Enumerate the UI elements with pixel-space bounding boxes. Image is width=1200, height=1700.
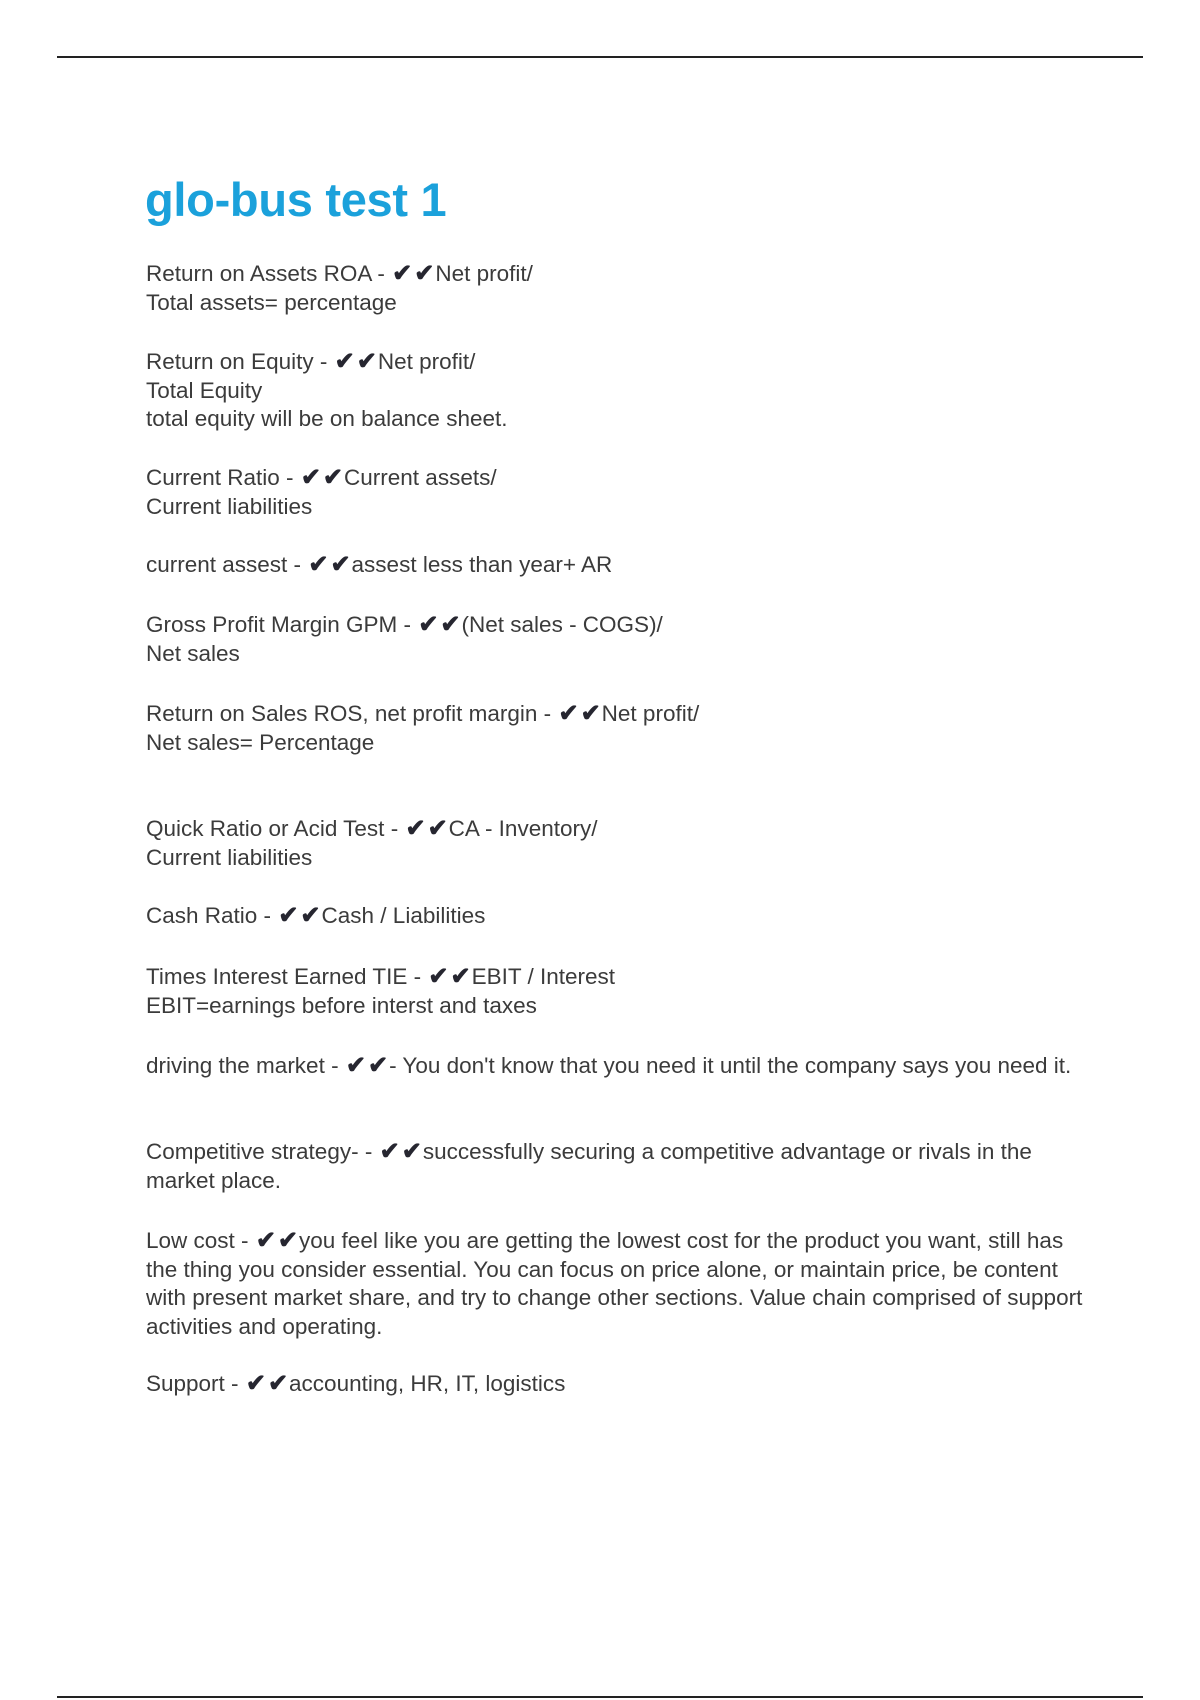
bottom-rule [57,1696,1143,1698]
entry-answer: assest less than year+ AR [351,552,613,577]
check-mark-icon: ✔ [345,1052,366,1079]
check-mark-icon: ✔ [278,902,299,929]
check-mark-icon: ✔ [405,815,426,842]
flashcard-entry [146,1138,1091,1195]
flashcard-entry [146,902,1091,931]
top-rule [57,56,1143,58]
entry-first-line [146,1370,1091,1399]
flashcard-entry [146,260,1091,317]
entry-answer: Net profit/ [601,701,700,726]
entry-answer: successfully securing a competitive advantage or rivals in the market place. [146,1139,1032,1193]
entry-term: Return on Sales ROS, net profit margin - [146,701,552,726]
check-mark-icon: ✔ [428,963,449,990]
entry-first-line [146,1138,1091,1195]
entry-term: Low cost - [146,1228,249,1253]
entry-first-line [146,963,1091,992]
entry-answer-line: Total Equity [146,377,263,403]
entry-term: current assest - [146,552,302,577]
entry-answer: you feel like you are getting the lowest cost for the product you want, still has the thing you consider essential. You can focus on price alone, or maintain price, be content with present market share, and try to change other sections. Value chain comprised of support activities and operating. [146,1228,1083,1339]
entry-first-line [146,348,1091,377]
flashcard-entry [146,464,1091,521]
entry-term: Return on Assets ROA - [146,261,385,286]
entry-answer: Net profit/ [435,261,533,286]
check-mark-icon: ✔ [334,348,355,375]
flashcard-entry [146,815,1091,872]
entry-answer-line: Total assets= percentage [146,289,397,315]
entry-answer-line: Net sales [146,640,240,666]
entry-first-line [146,464,1091,493]
entry-term: Competitive strategy- - [146,1139,373,1164]
check-mark-icon: ✔ [379,1138,400,1165]
entry-term: Gross Profit Margin GPM - [146,612,412,637]
entry-answer-line: Net sales= Percentage [146,729,375,755]
entry-first-line [146,260,1091,289]
entry-first-line [146,611,1091,640]
entry-term: Quick Ratio or Acid Test - [146,816,399,841]
entry-answer: Cash / Liabilities [321,903,486,928]
entry-answer-line: Current liabilities [146,493,313,519]
entry-answer-line: Current liabilities [146,844,313,870]
entry-term: Return on Equity - [146,349,328,374]
check-mark-icon: ✔ [308,551,329,578]
entry-answer: - You don't know that you need it until the company says you need it. [389,1053,1072,1078]
check-mark-icon: ✔ [300,464,321,491]
entry-first-line [146,551,1091,580]
entry-first-line [146,902,1091,931]
entry-term: Current Ratio - [146,465,294,490]
check-mark-icon: ✔ [427,815,448,842]
flashcard-entry [146,1370,1091,1399]
entry-answer: CA - Inventory/ [448,816,598,841]
entry-term: Cash Ratio - [146,903,272,928]
page-title: glo-bus test 1 [145,173,447,226]
entry-answer-line: EBIT=earnings before interst and taxes [146,992,537,1018]
flashcard-entry [146,963,1091,1020]
entry-first-line [146,700,1091,729]
entry-answer: Current assets/ [344,465,497,490]
check-mark-icon: ✔ [401,1138,422,1165]
check-mark-icon: ✔ [418,611,439,638]
flashcard-entry [146,611,1091,668]
entry-term: driving the market - [146,1053,339,1078]
entry-answer: (Net sales - COGS)/ [461,612,663,637]
flashcard-entry [146,700,1091,757]
entry-answer: Net profit/ [377,349,476,374]
check-mark-icon: ✔ [558,700,579,727]
entry-answer: EBIT / Interest [471,964,615,989]
entry-first-line [146,1227,1091,1341]
check-mark-icon: ✔ [367,1052,389,1079]
entry-answer-line: total equity will be on balance sheet. [146,406,508,431]
flashcard-entry [146,551,1091,580]
entry-first-line [146,1052,1091,1081]
entry-answer: accounting, HR, IT, logistics [289,1371,566,1396]
check-mark-icon: ✔ [356,348,377,375]
check-mark-icon: ✔ [300,902,321,929]
check-mark-icon: ✔ [450,963,471,990]
check-mark-icon: ✔ [440,611,461,638]
entry-term: Support - [146,1371,239,1396]
entry-term: Times Interest Earned TIE - [146,964,422,989]
check-mark-icon: ✔ [580,700,601,727]
entry-first-line [146,815,1091,844]
check-mark-icon: ✔ [245,1370,266,1397]
check-mark-icon: ✔ [277,1227,299,1254]
check-mark-icon: ✔ [267,1370,289,1397]
flashcard-entry [146,1052,1091,1081]
check-mark-icon: ✔ [392,260,413,287]
flashcard-entry [146,1227,1091,1341]
check-mark-icon: ✔ [414,260,435,287]
flashcard-entry [146,348,1091,434]
check-mark-icon: ✔ [322,464,344,491]
check-mark-icon: ✔ [255,1227,276,1254]
check-mark-icon: ✔ [330,551,351,578]
